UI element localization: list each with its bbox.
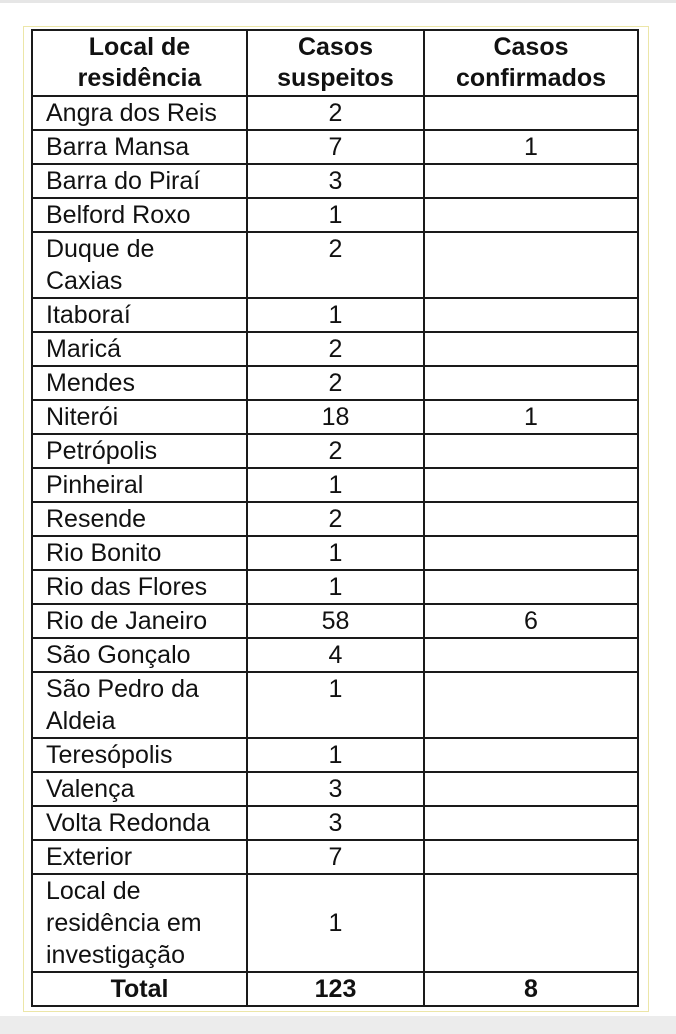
cell-confirmados: 1 bbox=[424, 400, 638, 434]
cell-confirmados bbox=[424, 672, 638, 738]
table-row bbox=[32, 874, 638, 972]
cell-suspeitos: 4 bbox=[247, 638, 424, 672]
cell-local: Rio Bonito bbox=[32, 536, 247, 570]
cell-confirmados bbox=[424, 772, 638, 806]
cell-confirmados bbox=[424, 366, 638, 400]
cell-suspeitos: 1 bbox=[247, 536, 424, 570]
cell-local: Resende bbox=[32, 502, 247, 536]
cell-local: Valença bbox=[32, 772, 247, 806]
cell-local: Petrópolis bbox=[32, 434, 247, 468]
total-row bbox=[32, 972, 638, 1006]
cell-suspeitos: 1 bbox=[247, 298, 424, 332]
header-local-line1: Local de bbox=[88, 33, 191, 61]
header-confirmados-line2: confirmados bbox=[455, 64, 607, 92]
header-suspeitos-line1: Casos bbox=[297, 33, 374, 61]
cell-local: Volta Redonda bbox=[32, 806, 247, 840]
cell-local: Itaboraí bbox=[32, 298, 247, 332]
cell-local: São Gonçalo bbox=[32, 638, 247, 672]
cell-confirmados bbox=[424, 434, 638, 468]
table-row bbox=[32, 130, 638, 164]
total-suspeitos: 123 bbox=[247, 972, 424, 1006]
cell-local: Barra Mansa bbox=[32, 130, 247, 164]
cell-suspeitos: 7 bbox=[247, 130, 424, 164]
cell-suspeitos: 1 bbox=[247, 738, 424, 772]
table-row bbox=[32, 198, 638, 232]
table-row bbox=[32, 298, 638, 332]
header-casos-suspeitos bbox=[247, 30, 424, 96]
cell-local: Duque de Caxias bbox=[32, 232, 247, 298]
total-confirmados: 8 bbox=[424, 972, 638, 1006]
table-row bbox=[32, 604, 638, 638]
table-row bbox=[32, 96, 638, 130]
table-row bbox=[32, 672, 638, 738]
cell-suspeitos: 3 bbox=[247, 164, 424, 198]
cell-local: Maricá bbox=[32, 332, 247, 366]
cell-suspeitos: 1 bbox=[247, 874, 424, 972]
cell-confirmados bbox=[424, 806, 638, 840]
cell-confirmados bbox=[424, 332, 638, 366]
cases-table bbox=[31, 29, 639, 1007]
table-row bbox=[32, 772, 638, 806]
cell-suspeitos: 1 bbox=[247, 468, 424, 502]
cell-confirmados: 1 bbox=[424, 130, 638, 164]
table-row bbox=[32, 570, 638, 604]
cell-confirmados bbox=[424, 536, 638, 570]
cell-confirmados bbox=[424, 570, 638, 604]
cell-confirmados bbox=[424, 232, 638, 298]
table-row bbox=[32, 502, 638, 536]
cell-confirmados bbox=[424, 468, 638, 502]
table-row bbox=[32, 164, 638, 198]
cell-confirmados bbox=[424, 502, 638, 536]
header-suspeitos-line2: suspeitos bbox=[277, 64, 394, 92]
total-label: Total bbox=[32, 972, 247, 1006]
header-local-line2: residência bbox=[77, 64, 202, 92]
cell-suspeitos: 2 bbox=[247, 332, 424, 366]
cell-local: Rio de Janeiro bbox=[32, 604, 247, 638]
cell-confirmados bbox=[424, 738, 638, 772]
header-row bbox=[32, 30, 638, 96]
cell-confirmados: 6 bbox=[424, 604, 638, 638]
cell-local: Mendes bbox=[32, 366, 247, 400]
table-row bbox=[32, 840, 638, 874]
cell-suspeitos: 58 bbox=[247, 604, 424, 638]
bottom-bar bbox=[0, 1016, 676, 1034]
table-row bbox=[32, 536, 638, 570]
cell-confirmados bbox=[424, 96, 638, 130]
cell-local: Angra dos Reis bbox=[32, 96, 247, 130]
top-divider bbox=[0, 0, 676, 3]
header-confirmados-line1: Casos bbox=[493, 33, 569, 61]
header-local-residencia bbox=[32, 30, 247, 96]
cell-local: Local de residência em investigação bbox=[32, 874, 247, 972]
cell-confirmados bbox=[424, 840, 638, 874]
cell-suspeitos: 2 bbox=[247, 434, 424, 468]
cell-local: Teresópolis bbox=[32, 738, 247, 772]
cell-local: Exterior bbox=[32, 840, 247, 874]
cell-local: Rio das Flores bbox=[32, 570, 247, 604]
table-row bbox=[32, 738, 638, 772]
cell-confirmados bbox=[424, 638, 638, 672]
cell-suspeitos: 18 bbox=[247, 400, 424, 434]
cell-confirmados bbox=[424, 874, 638, 972]
cell-suspeitos: 2 bbox=[247, 366, 424, 400]
table-row bbox=[32, 468, 638, 502]
cell-suspeitos: 1 bbox=[247, 198, 424, 232]
cell-local: Belford Roxo bbox=[32, 198, 247, 232]
table-row bbox=[32, 434, 638, 468]
table-row bbox=[32, 806, 638, 840]
cell-confirmados bbox=[424, 198, 638, 232]
cell-suspeitos: 1 bbox=[247, 672, 424, 738]
cell-suspeitos: 3 bbox=[247, 806, 424, 840]
table-row bbox=[32, 638, 638, 672]
table-row bbox=[32, 332, 638, 366]
cell-local: São Pedro da Aldeia bbox=[32, 672, 247, 738]
cell-suspeitos: 2 bbox=[247, 502, 424, 536]
table-row bbox=[32, 400, 638, 434]
cell-local: Niterói bbox=[32, 400, 247, 434]
header-casos-confirmados bbox=[424, 30, 638, 96]
cell-suspeitos: 3 bbox=[247, 772, 424, 806]
cell-suspeitos: 7 bbox=[247, 840, 424, 874]
cell-local: Pinheiral bbox=[32, 468, 247, 502]
cell-suspeitos: 2 bbox=[247, 96, 424, 130]
cell-local: Barra do Piraí bbox=[32, 164, 247, 198]
table-row bbox=[32, 232, 638, 298]
table-row bbox=[32, 366, 638, 400]
cell-confirmados bbox=[424, 164, 638, 198]
cell-confirmados bbox=[424, 298, 638, 332]
cell-suspeitos: 2 bbox=[247, 232, 424, 298]
cell-suspeitos: 1 bbox=[247, 570, 424, 604]
